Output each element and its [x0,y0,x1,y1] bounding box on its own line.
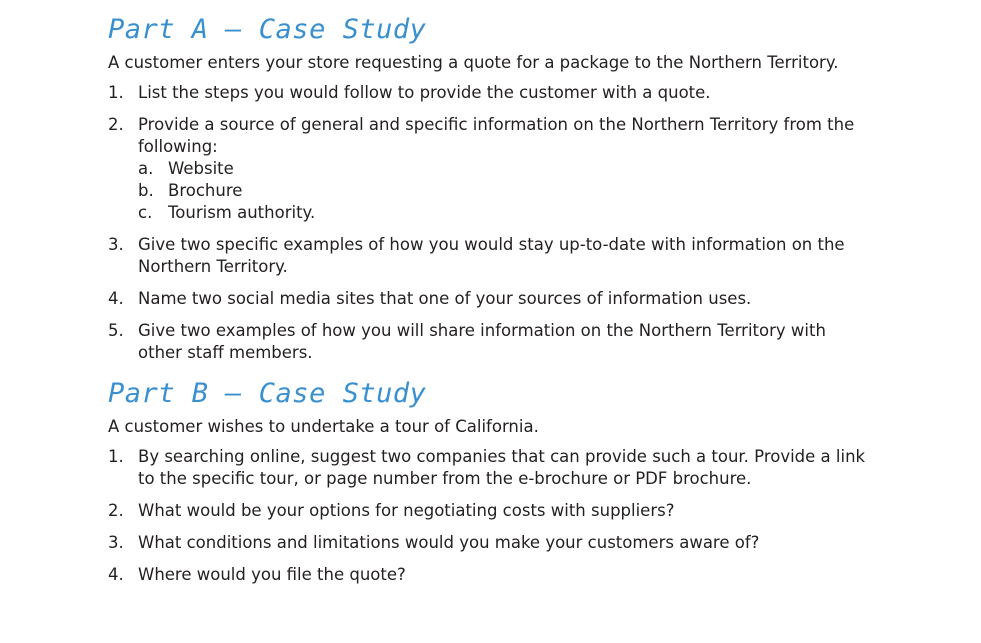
part-b-intro: A customer wishes to undertake a tour of California. [108,417,539,436]
question-item [108,320,868,364]
question-text: Give two specific examples of how you would stay up-to-date with information on the Northern Territory. [138,235,845,276]
part-a-heading: Part A – Case Study [108,14,427,45]
part-a-intro: A customer enters your store requesting a quote for a package to the Northern Territory. [108,53,839,72]
question-item [108,82,868,104]
question-text: Name two social media sites that one of your sources of information uses. [138,289,752,308]
part-b-questions [108,446,868,586]
question-text: What would be your options for negotiating costs with suppliers? [138,501,675,520]
part-a-questions [108,82,868,364]
sub-text: Website [168,159,234,178]
question-number: 1. [108,83,124,102]
question-text: By searching online, suggest two companies that can provide such a tour. Provide a link to the specific tour, or page number from the e-brochure or PDF brochure. [138,447,866,488]
question-number: 3. [108,533,124,552]
part-b-heading: Part B – Case Study [108,378,427,409]
part-b-section [108,374,868,586]
sub-item [138,202,868,224]
question-item [108,114,868,224]
question-item [108,288,868,310]
part-a-section [108,10,868,364]
question-text: What conditions and limitations would you make your customers aware of? [138,533,760,552]
question-number: 5. [108,321,124,340]
question-number: 3. [108,235,124,254]
question-item [108,446,868,490]
sub-text: Brochure [168,181,243,200]
sub-list [138,158,868,224]
sub-letter: a. [138,159,154,178]
document-body [108,10,868,596]
question-text: List the steps you would follow to provide the customer with a quote. [138,83,711,102]
question-item [108,234,868,278]
question-item [108,500,868,522]
question-number: 4. [108,289,124,308]
sub-letter: c. [138,203,153,222]
question-text: Give two examples of how you will share information on the Northern Territory with other staff members. [138,321,826,362]
question-item [108,564,868,586]
sub-text: Tourism authority. [168,203,316,222]
question-text: Provide a source of general and specific information on the Northern Territory from the following: [138,115,855,156]
question-item [108,532,868,554]
sub-letter: b. [138,181,154,200]
question-number: 2. [108,501,124,520]
sub-item [138,158,868,180]
question-number: 4. [108,565,124,584]
question-number: 2. [108,115,124,134]
question-number: 1. [108,447,124,466]
question-text: Where would you file the quote? [138,565,406,584]
sub-item [138,180,868,202]
